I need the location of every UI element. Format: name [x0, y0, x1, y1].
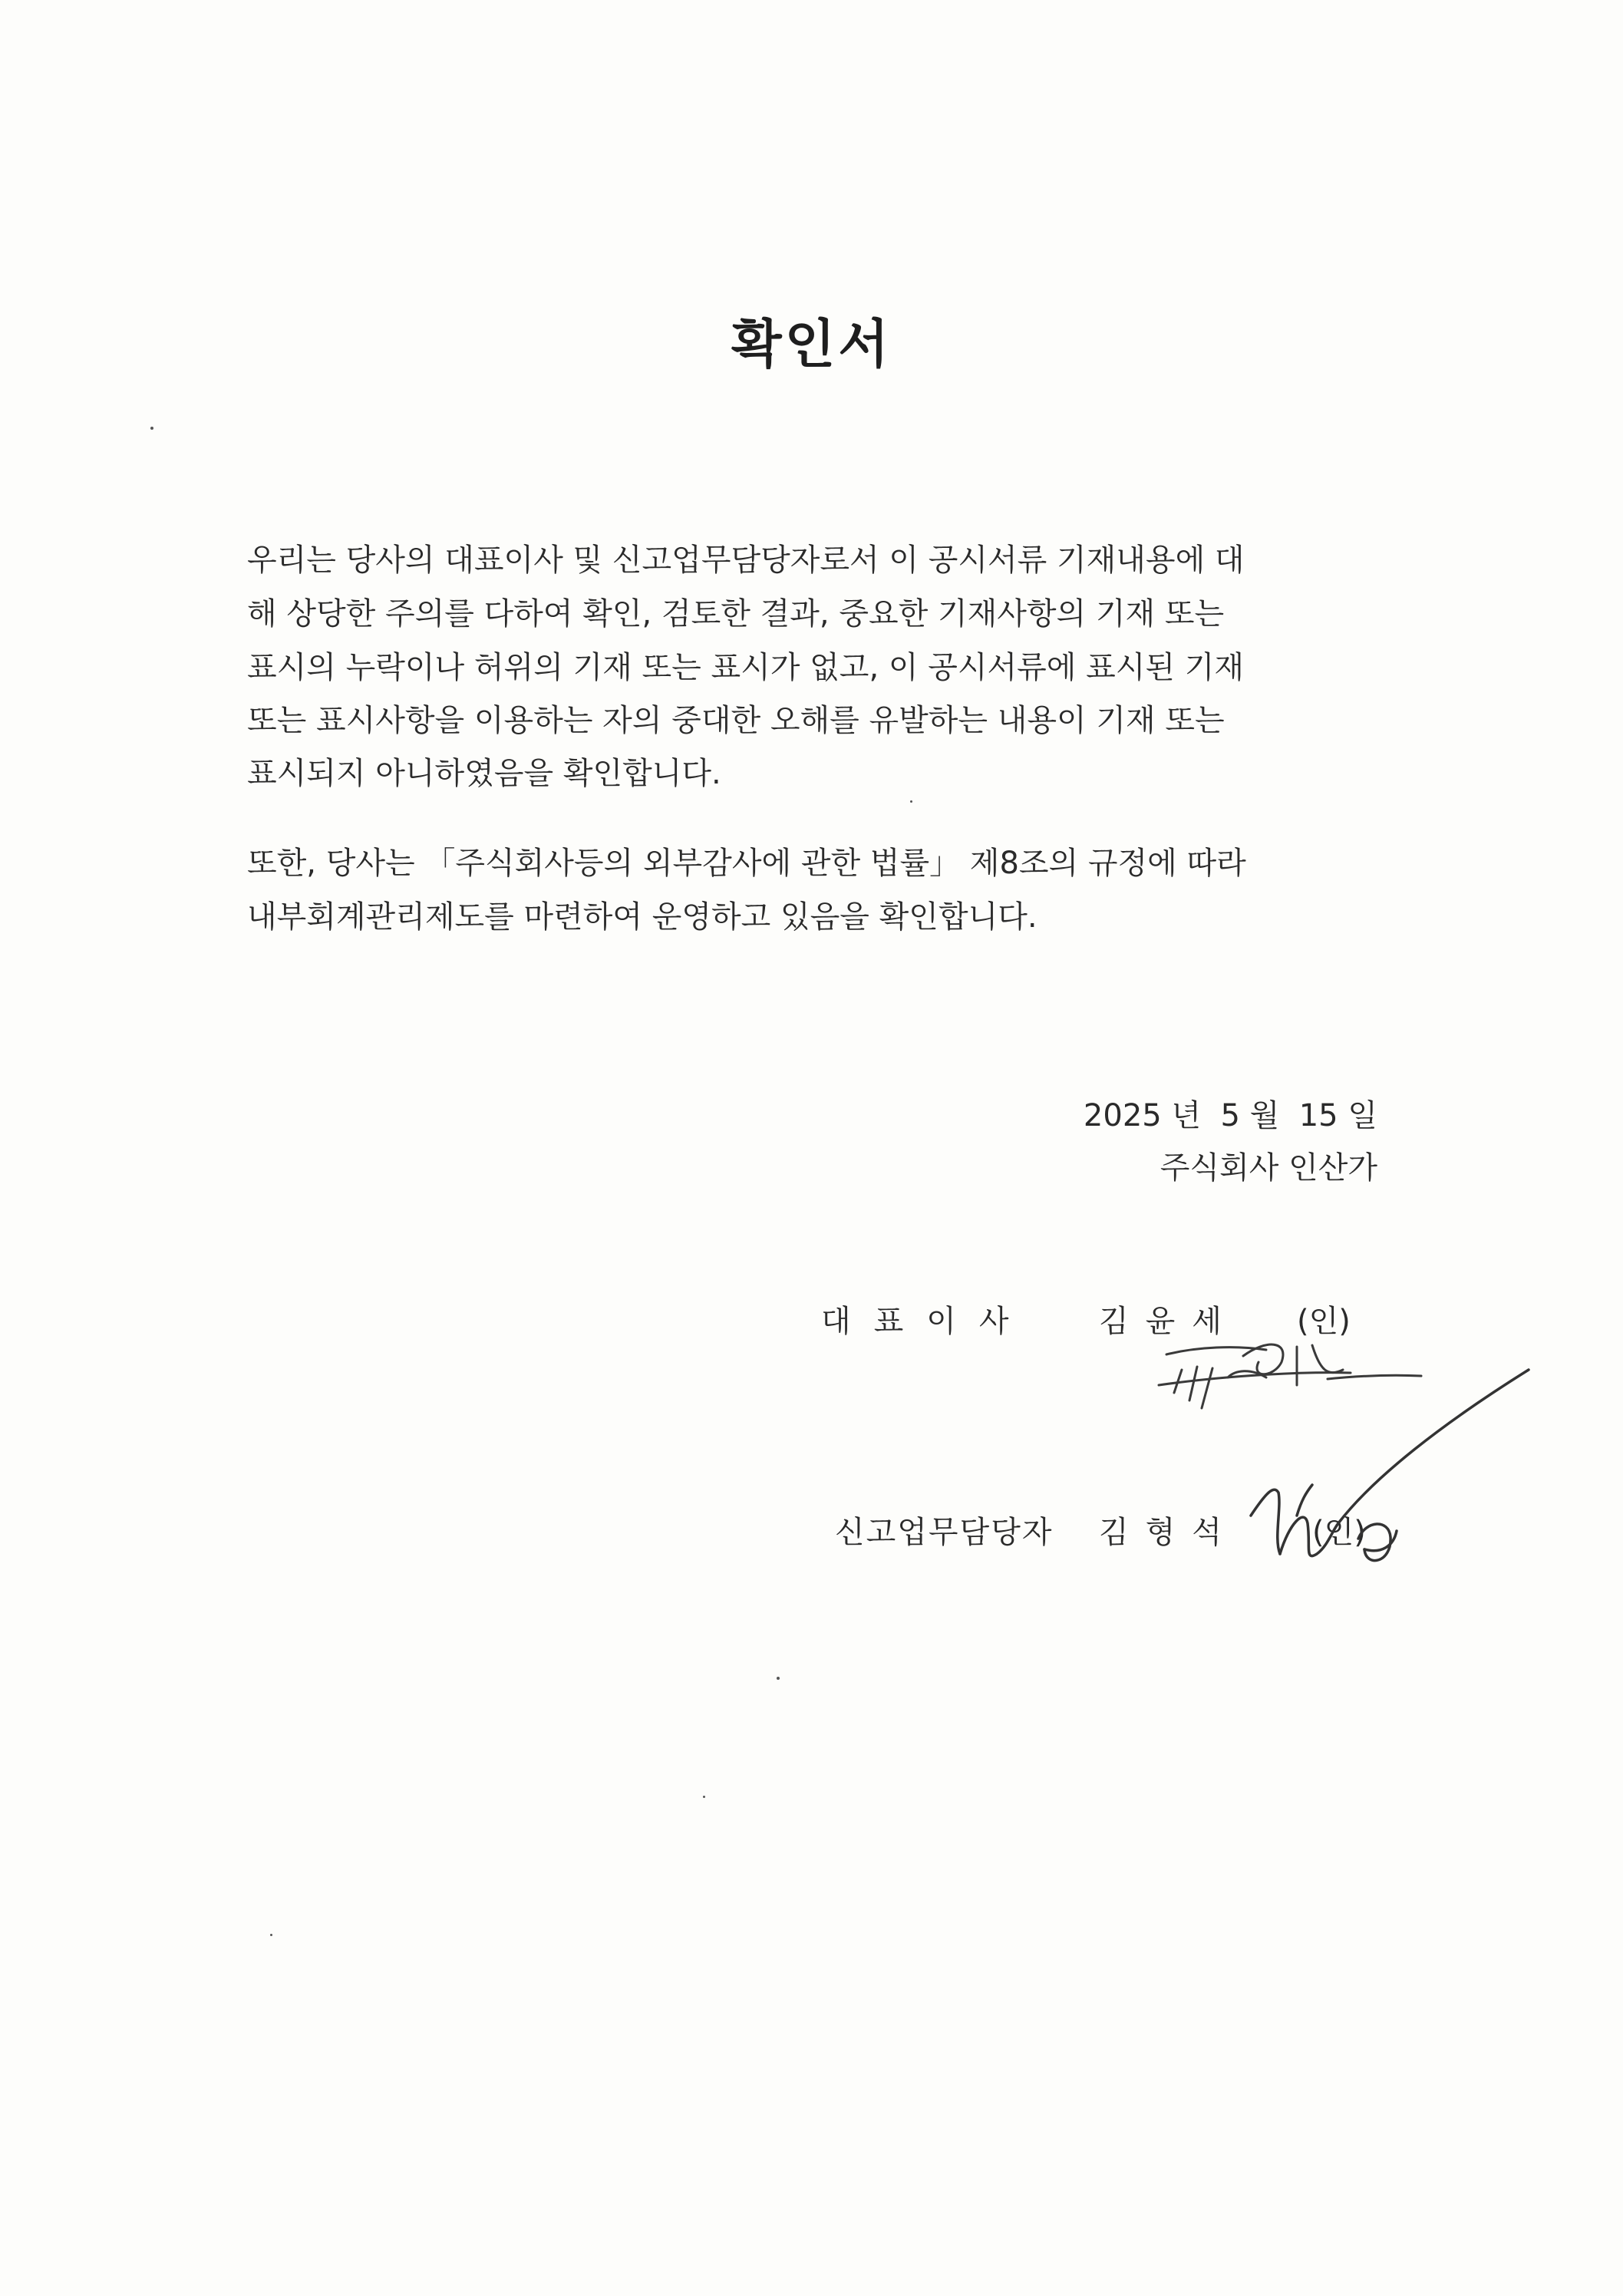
paragraph-1-line: 표시의 누락이나 허위의 기재 또는 표시가 없고, 이 공시서류에 표시된 기재	[247, 650, 1245, 685]
scan-speck	[703, 1796, 705, 1798]
scan-speck	[270, 1934, 272, 1936]
seal-mark: (인)	[1297, 1304, 1351, 1339]
paragraph-2-line: 내부회계관리제도를 마련하여 운영하고 있음을 확인합니다.	[247, 899, 1037, 935]
paragraph-2-line: 또한, 당사는 「주식회사등의 외부감사에 관한 법률」 제8조의 규정에 따라	[247, 846, 1246, 881]
document-title: 확인서	[731, 315, 892, 375]
company-name: 주식회사 인산가	[1160, 1150, 1377, 1186]
paragraph-1-line: 우리는 당사의 대표이사 및 신고업무담당자로서 이 공시서류 기재내용에 대	[247, 543, 1245, 578]
paragraph-1-line: 또는 표시사항을 이용하는 자의 중대한 오해를 유발하는 내용이 기재 또는	[247, 703, 1225, 738]
paragraph-1-line: 해 상당한 주의를 다하여 확인, 검토한 결과, 중요한 기재사항의 기재 또는	[247, 596, 1225, 632]
scan-speck	[150, 427, 153, 430]
signatory-name: 김윤세	[1099, 1304, 1239, 1339]
scan-speck	[910, 800, 912, 803]
officer-signature	[1243, 1362, 1535, 1577]
document-date: 2025 년 5 월 15 일	[1083, 1098, 1377, 1133]
seal-mark: (인)	[1312, 1515, 1366, 1550]
signatory-name: 김형석	[1099, 1515, 1239, 1550]
scan-speck	[777, 1677, 780, 1680]
signatory-role: 신고업무담당자	[835, 1515, 1054, 1550]
signatory-role: 대표이사	[821, 1304, 1032, 1339]
paragraph-1-line: 표시되지 아니하였음을 확인합니다.	[247, 756, 721, 791]
